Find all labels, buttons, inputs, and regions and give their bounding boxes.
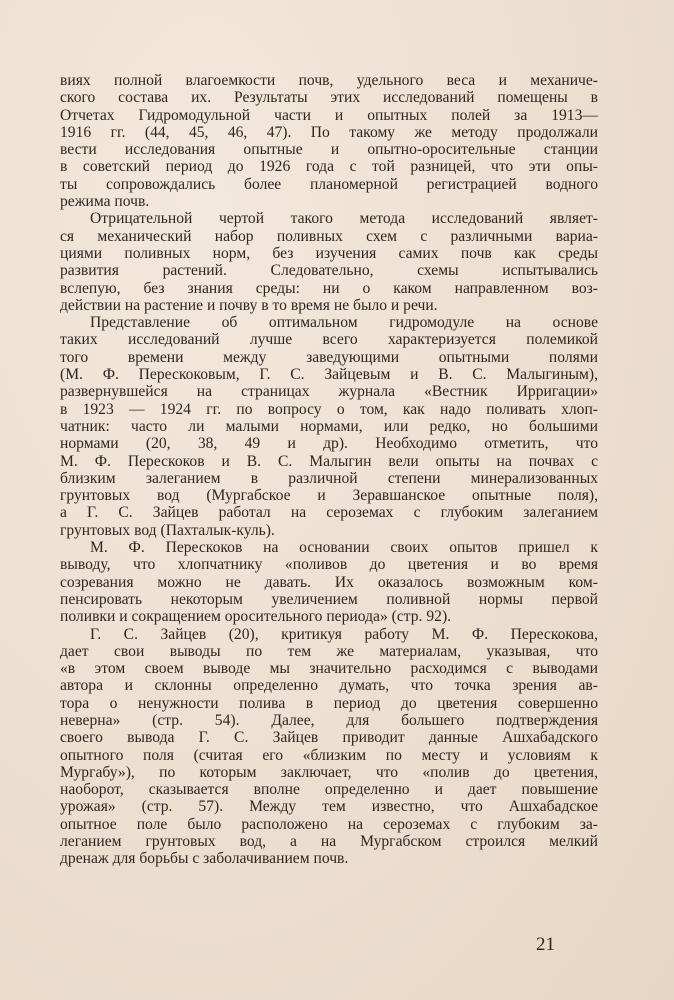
text-line: вслепую, без знания среды: ни о каком направленном воз-: [60, 279, 598, 297]
text-line: вести исследования опытные и опытно-оросительные станции: [60, 141, 598, 159]
text-line: неверна» (стр. 54). Далее, для большего подтверждения: [60, 711, 598, 729]
text-line: того времени между заведующими опытными полями: [60, 348, 598, 366]
text-line: циями поливных норм, без изучения самих почв как среды: [60, 244, 598, 262]
text-line: ся механический набор поливных схем с различными вариа-: [60, 227, 598, 245]
text-line: таких исследований лучше всего характеризуется полемикой: [60, 331, 598, 349]
text-line: поливки и сокращением оросительного периода» (стр. 92).: [60, 608, 452, 626]
text-line: пенсировать некоторым увеличением поливной нормы первой: [60, 590, 598, 608]
text-line: автора и склонны определенно думать, что точка зрения ав-: [60, 677, 598, 695]
text-line: виях полной влагоемкости почв, удельного веса и механиче-: [60, 72, 598, 89]
text-line: М. Ф. Перескоков и В. С. Малыгин вели опыты на почвах с: [60, 452, 598, 470]
body-text: [60, 72, 598, 868]
text-line: Отрицательной чертой такого метода исследований являет-: [90, 210, 598, 228]
text-line: действии на растение и почву в то время не было и речи.: [60, 296, 438, 314]
text-line: созревания можно не давать. Их оказалось возможным ком-: [60, 573, 598, 591]
text-line: Представление об оптимальном гидромодуле на основе: [90, 314, 598, 332]
text-line: развития растений. Следовательно, схемы испытывались: [60, 262, 598, 280]
text-line: в советский период до 1926 года с той разницей, что эти опы-: [60, 158, 598, 176]
text-line: (М. Ф. Перескоковым, Г. С. Зайцевым и В. С. Малыгиным),: [60, 366, 598, 384]
text-line: нормами (20, 38, 49 и др). Необходимо отметить, что: [60, 435, 598, 453]
text-line: грунтовых вод (Пахталык-куль).: [60, 521, 275, 539]
text-line: а Г. С. Зайцев работал на сероземах с глубоким залеганием: [60, 504, 598, 522]
text-line: Г. С. Зайцев (20), критикуя работу М. Ф. Перескокова,: [90, 625, 598, 643]
text-line: выводу, что хлопчатнику «поливов до цветения и во время: [60, 556, 598, 574]
text-line: режима почв.: [60, 193, 150, 211]
text-line: М. Ф. Перескоков на основании своих опытов пришел к: [90, 539, 598, 557]
text-line: в 1923 — 1924 гг. по вопросу о том, как надо поливать хлоп-: [60, 400, 598, 418]
text-line: своего вывода Г. С. Зайцев приводит данные Ашхабадского: [60, 729, 598, 747]
text-line: ты сопровождались более планомерной регистрацией водного: [60, 175, 598, 193]
text-line: Отчетах Гидромодульной части и опытных полей за 1913—: [60, 106, 598, 124]
text-line: ского состава их. Результаты этих исследований помещены в: [60, 89, 598, 107]
text-line: Мургабу»), по которым заключает, что «полив до цветения,: [60, 763, 598, 781]
text-line: тора о ненужности полива в период до цветения совершенно: [60, 694, 598, 712]
text-line: близким залеганием в различной степени минерализованных: [60, 469, 598, 487]
text-line: развернувшейся на страницах журнала «Вестник Ирригации»: [60, 383, 598, 401]
page-number: 21: [536, 934, 555, 955]
text-line: 1916 гг. (44, 45, 46, 47). По такому же методу продолжали: [60, 123, 598, 141]
text-line: дренаж для борьбы с заболачиванием почв.: [60, 850, 349, 868]
text-line: грунтовых вод (Мургабское и Зеравшанское опытные поля),: [60, 487, 598, 505]
text-line: наоборот, сказывается вполне определенно и дает повышение: [60, 781, 598, 799]
text-line: «в этом своем выводе мы значительно расходимся с выводами: [60, 660, 598, 678]
text-line: опытного поля (считая его «близким по месту и условиям к: [60, 746, 598, 764]
text-line: леганием грунтовых вод, а на Мургабском строился мелкий: [60, 833, 598, 851]
text-line: дает свои выводы по тем же материалам, указывая, что: [60, 642, 598, 660]
text-line: опытное поле было расположено на сероземах с глубоким за-: [60, 815, 598, 833]
text-line: чатник: часто ли малыми нормами, или редко, но большими: [60, 417, 598, 435]
text-line: урожая» (стр. 57). Между тем известно, что Ашхабадское: [60, 798, 598, 816]
